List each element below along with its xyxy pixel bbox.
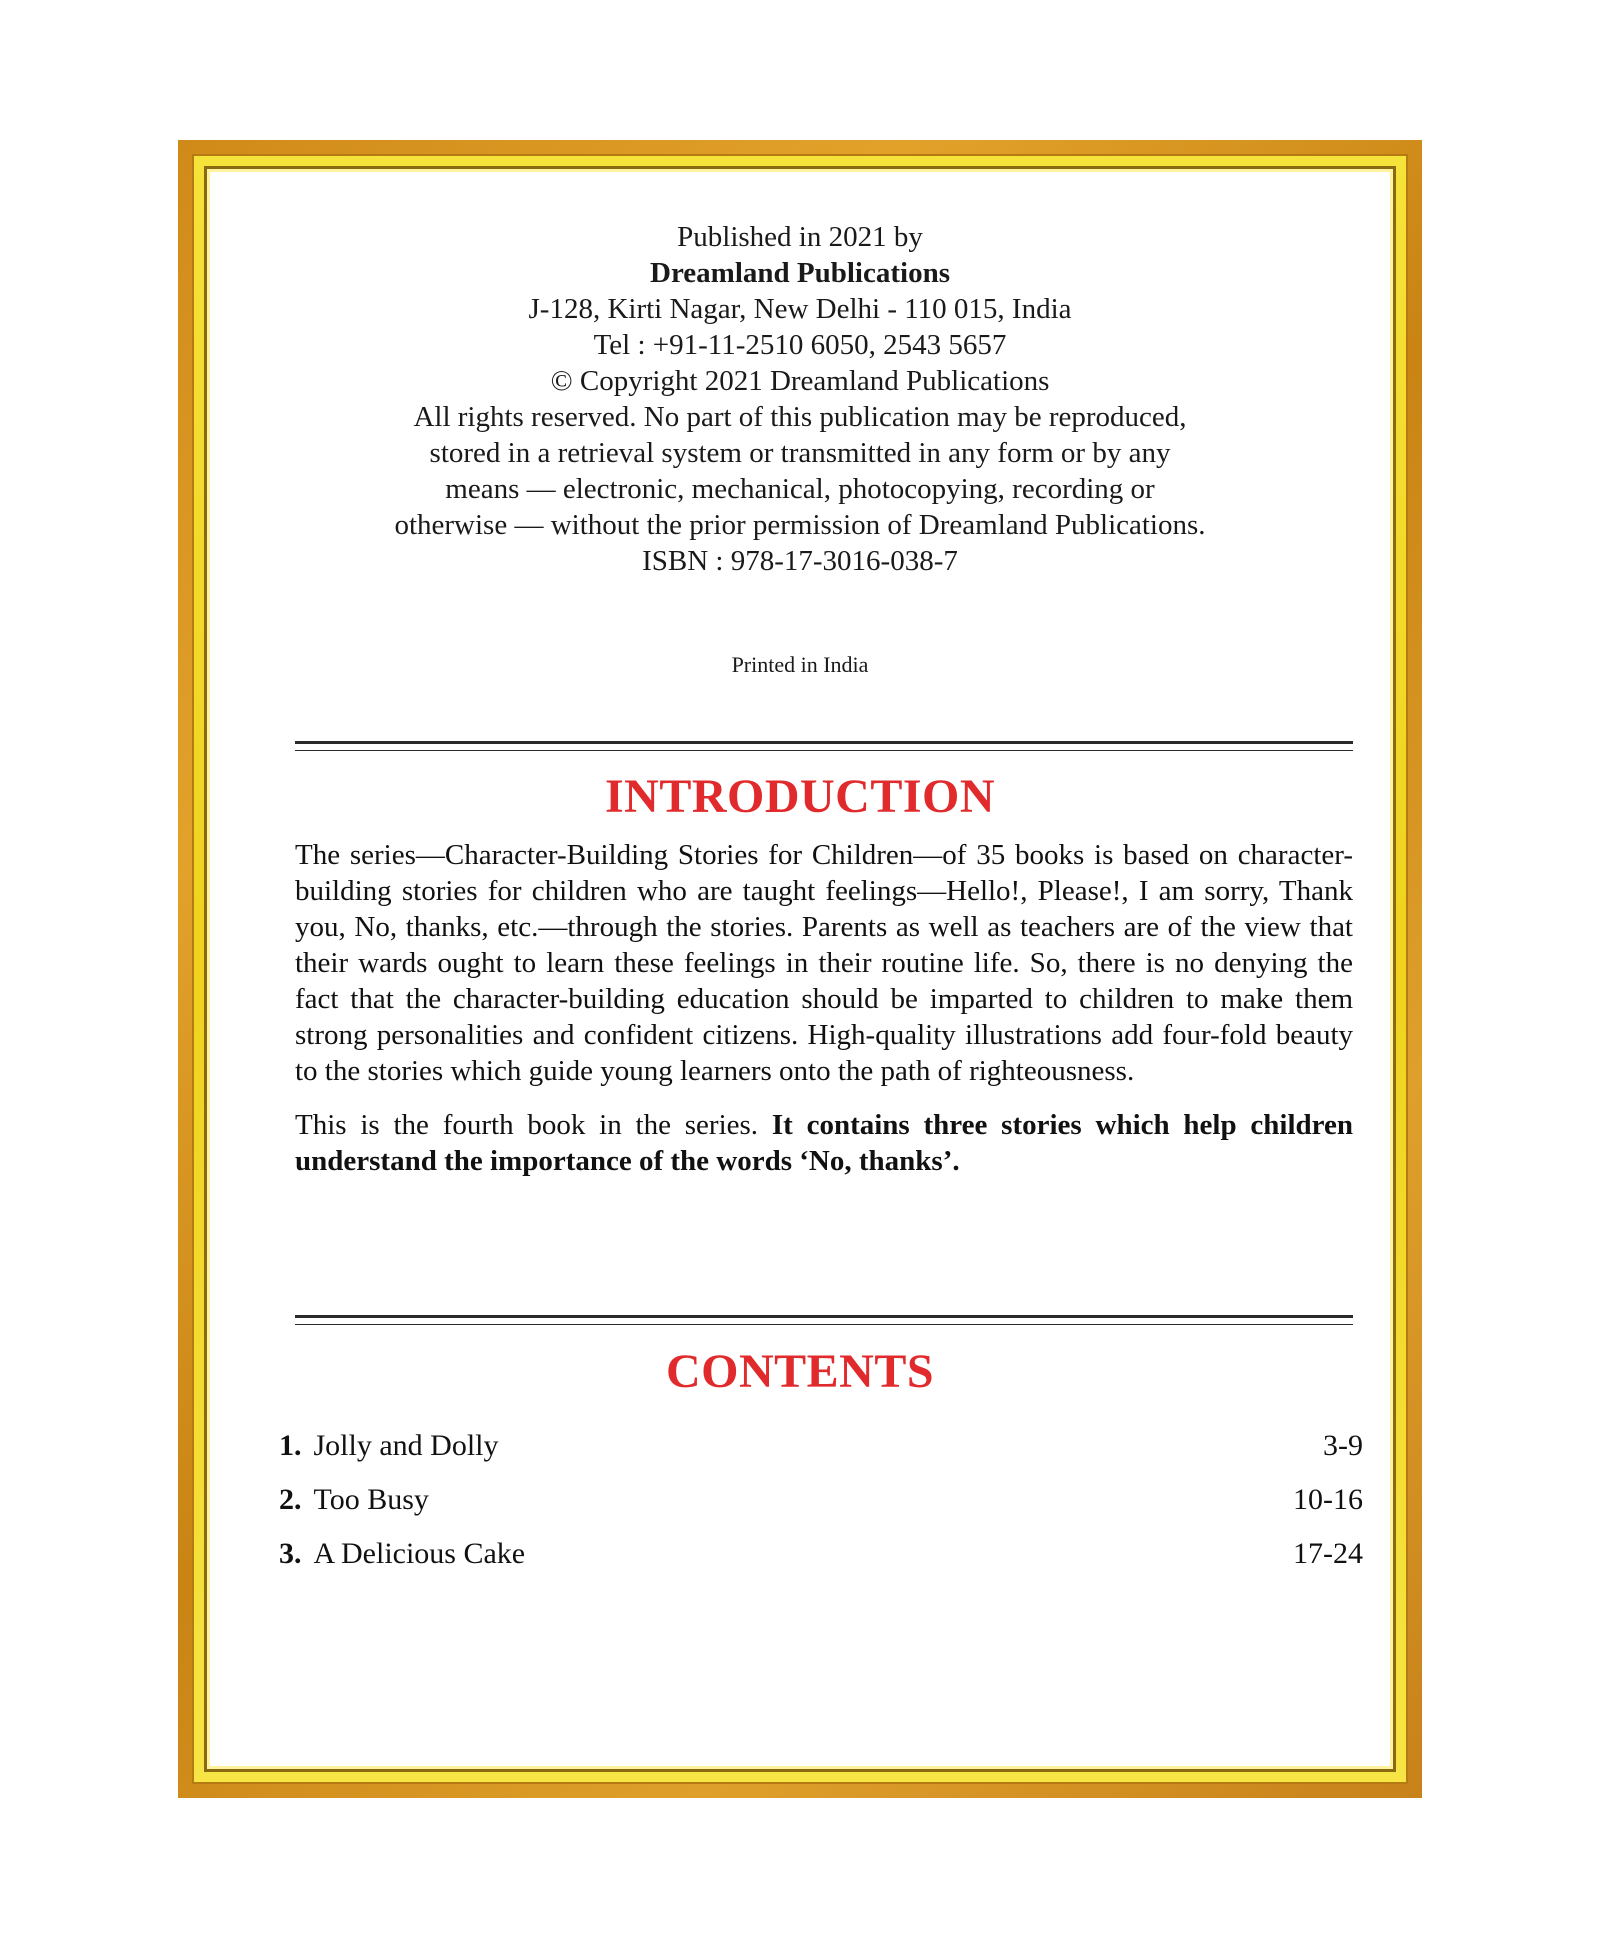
contents-item-number: 1. [279,1429,302,1462]
introduction-paragraph: The series—Character-Building Stories for Children—of 35 books is based on character-building stories for children who are taught feelings—Hello!, Please!, I am sorry, Thank you, No, thanks, etc.—through the stories. Parents as well as teachers are of the view that their wards ought to learn these feelings in their routine life. So, there is no denying the fact that the character-building education should be imparted to children to make them strong personalities and confident citizens. High-quality illustrations add four-fold beauty to the stories which guide young learners onto the path of righteousness. [295,839,1353,1087]
contents-item [279,1419,1363,1473]
printed-in-line: Printed in India [731,652,869,677]
contents-item-label [279,1527,525,1581]
contents-item-title: A Delicious Cake [313,1537,526,1570]
rights-statement: All rights reserved. No part of this publication may be reproduced, stored in a retrieval system or transmitted in any form or by any means — electronic, mechanical, photocopying, recording or otherwise — without the prior permission of Dreamland Publications. [394,401,1206,541]
contents-item-pages: 17-24 [1293,1537,1363,1570]
intro-plain-text: This is the fourth book in the series. [295,1109,772,1141]
published-line: Published in 2021 by [677,221,923,253]
contents-heading: CONTENTS [665,1345,935,1398]
contents-item-title: Jolly and Dolly [313,1429,499,1462]
contents-item-number: 2. [279,1483,302,1516]
contents-item [279,1473,1363,1527]
copyright-line: © Copyright 2021 Dreamland Publications [550,365,1050,397]
isbn-line: ISBN : 978-17-3016-038-7 [642,545,958,577]
publisher-info [207,219,1393,579]
contents-item-label [279,1473,429,1527]
publisher-name: Dreamland Publications [650,257,950,289]
contents-item-label [279,1419,499,1473]
decorative-border-outer [178,140,1422,1798]
page-content-area [204,166,1396,1772]
publisher-tel: Tel : +91-11-2510 6050, 2543 5657 [593,329,1007,361]
contents-item-pages: 10-16 [1293,1483,1363,1516]
divider-rule [295,741,1353,751]
contents-item-pages: 3-9 [1323,1429,1363,1462]
contents-item-number: 3. [279,1537,302,1570]
contents-item [279,1527,1363,1581]
publisher-address: J-128, Kirti Nagar, New Delhi - 110 015, India [528,293,1072,325]
introduction-heading: INTRODUCTION [604,770,996,823]
divider-rule [295,1315,1353,1325]
decorative-border-middle [192,154,1408,1784]
intro-bold-text: It contains three stories which help children understand the importance of the words ‘No, thanks’. [295,1109,1353,1177]
introduction-paragraph-2 [295,1107,1353,1179]
contents-list [279,1419,1363,1581]
contents-item-title: Too Busy [313,1483,429,1516]
introduction-body [295,837,1353,1197]
